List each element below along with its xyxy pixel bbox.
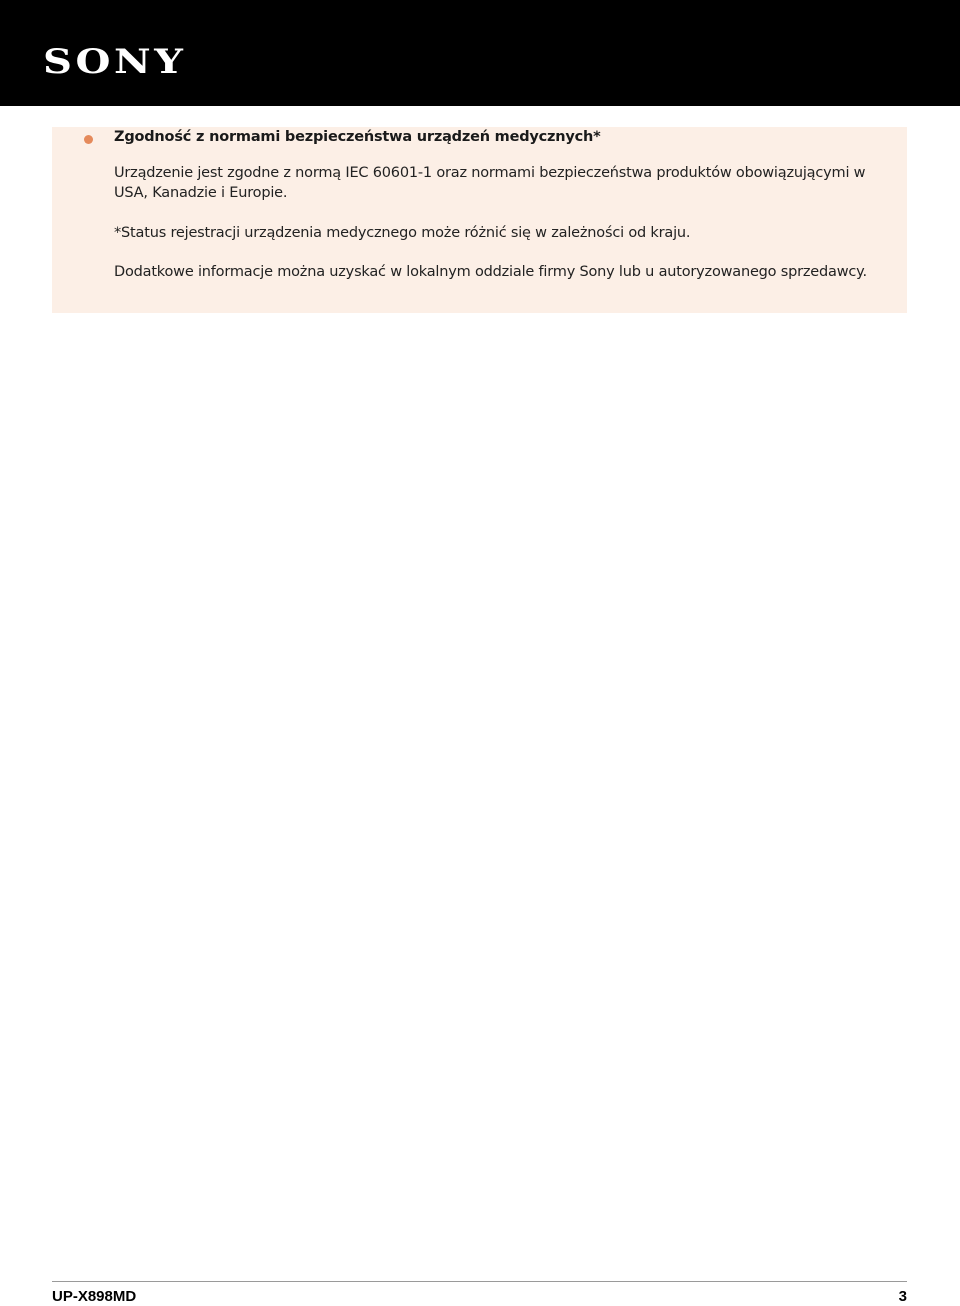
bullet-icon: [84, 135, 93, 144]
notice-paragraph-compliance: Urządzenie jest zgodne z normą IEC 60601-1 oraz normami bezpieczeństwa produktów obowiązującymi w USA, Kanadzie i Europie.: [114, 165, 866, 201]
footer-model-name: UP-X898MD: [52, 1288, 137, 1305]
safety-notice-box: [52, 127, 907, 313]
page-number: 3: [898, 1288, 907, 1305]
notice-title: Zgodność z normami bezpieczeństwa urządzeń medycznych*: [114, 129, 601, 145]
notice-paragraph-registration: *Status rejestracji urządzenia medycznego może różnić się w zależności od kraju.: [114, 225, 691, 241]
footer-divider: [52, 1281, 907, 1282]
sony-logo: SONY: [43, 42, 187, 82]
page-header: [0, 0, 960, 106]
notice-paragraph-contact: Dodatkowe informacje można uzyskać w lokalnym oddziale firmy Sony lub u autoryzowanego sprzedawcy.: [114, 264, 867, 280]
